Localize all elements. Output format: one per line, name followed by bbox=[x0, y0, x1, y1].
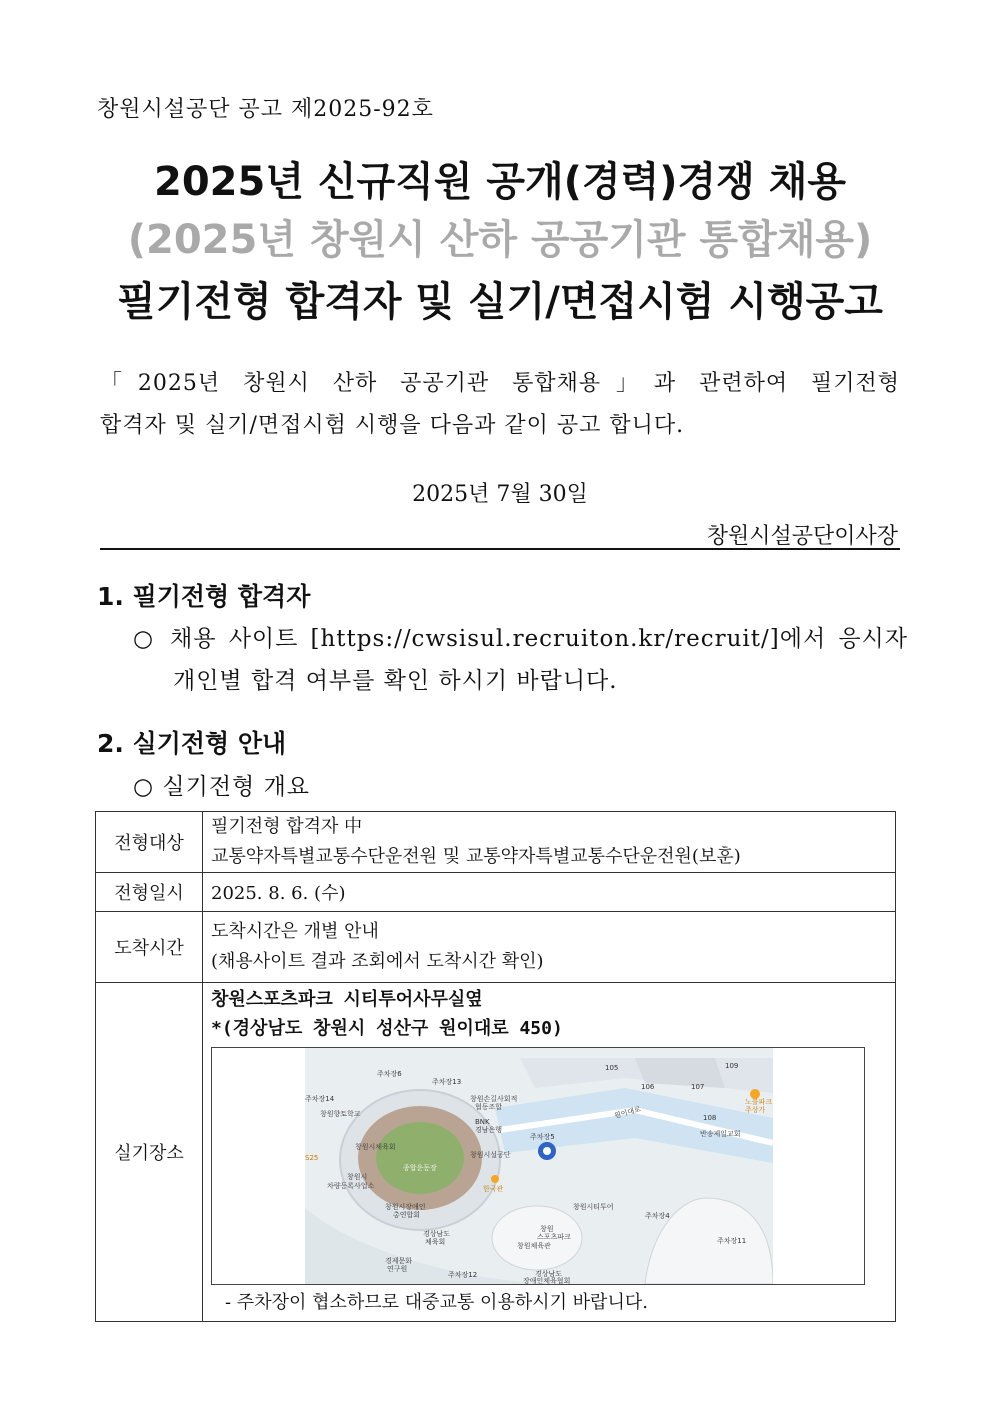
target-line-2: 교통약자특별교통수단운전원 및 교통약자특별교통수단운전원(보훈) bbox=[211, 846, 741, 867]
map-label: 105 bbox=[605, 1064, 619, 1072]
map-label: 109 bbox=[725, 1062, 739, 1070]
map-label: 협동조합 bbox=[475, 1103, 503, 1111]
map-label: 경제문화 bbox=[385, 1257, 413, 1265]
row-label-venue: 실기장소 bbox=[96, 983, 203, 1322]
row-value-target bbox=[203, 812, 896, 873]
table-row bbox=[96, 983, 896, 1322]
page-title-announcement: 필기전형 합격자 및 실기/면접시험 시행공고 bbox=[117, 279, 883, 325]
map-label: S25 bbox=[305, 1154, 319, 1162]
map-label: 스포츠파크 bbox=[537, 1233, 571, 1241]
map-label: 창원시티투어 bbox=[573, 1203, 614, 1211]
row-value-datetime: 2025. 8. 6. (수) bbox=[203, 873, 896, 912]
map-label: 체육회 bbox=[425, 1238, 446, 1246]
map-label: 한국관 bbox=[483, 1185, 504, 1193]
map-label: 주상가 bbox=[745, 1106, 766, 1114]
row-value-arrival bbox=[203, 912, 896, 983]
page-title: 2025년 신규직원 공개(경력)경쟁 채용 bbox=[154, 159, 846, 205]
intro-line-1: 「2025년 창원시 산하 공공기관 통합채용」과 관련하여 필기전형 bbox=[100, 371, 900, 396]
map-label: 경상남도 bbox=[423, 1230, 451, 1238]
map-label: 창원시체육회 bbox=[355, 1143, 396, 1151]
map-label: 창원 bbox=[540, 1225, 554, 1233]
venue-name: 창원스포츠파크 시티투어사무실옆 bbox=[211, 989, 483, 1010]
map-label: 차량등록사업소 bbox=[327, 1182, 375, 1190]
map-image bbox=[305, 1048, 773, 1284]
map-label: 106 bbox=[641, 1083, 655, 1091]
section-2-bullet: ○ 실기전형 개요 bbox=[133, 774, 310, 800]
map-label: 108 bbox=[703, 1114, 717, 1122]
section-1-title: 1. 필기전형 합격자 bbox=[97, 582, 311, 611]
map-label: 경남은행 bbox=[475, 1126, 503, 1134]
signer: 창원시설공단이사장 bbox=[706, 524, 898, 549]
page-subtitle: (2025년 창원시 산하 공공기관 통합채용) bbox=[127, 217, 873, 263]
section-1-bullet-cont: 개인별 합격 여부를 확인 하시기 바랍니다. bbox=[173, 668, 618, 694]
map-label: 총연합회 bbox=[393, 1211, 421, 1219]
notice-date: 2025년 7월 30일 bbox=[412, 482, 588, 507]
row-value-venue bbox=[203, 983, 896, 1322]
exam-info-table bbox=[95, 811, 896, 1322]
poi-marker-icon bbox=[491, 1175, 499, 1183]
table-row bbox=[96, 873, 896, 912]
row-label-datetime: 전형일시 bbox=[96, 873, 203, 912]
map-label: 연구원 bbox=[387, 1265, 408, 1273]
row-label-target: 전형대상 bbox=[96, 812, 203, 873]
table-row bbox=[96, 912, 896, 983]
section-2-title: 2. 실기전형 안내 bbox=[97, 729, 287, 758]
map-label: 창원향토학교 bbox=[320, 1110, 361, 1118]
row-label-arrival: 도착시간 bbox=[96, 912, 203, 983]
arrival-line-1: 도착시간은 개별 안내 bbox=[211, 921, 379, 942]
map-label: 107 bbox=[691, 1083, 705, 1091]
map-label: 주차장5 bbox=[530, 1133, 555, 1141]
map-label: 주차장14 bbox=[305, 1095, 335, 1103]
arrival-line-2: (채용사이트 결과 조회에서 도착시간 확인) bbox=[211, 951, 544, 972]
venue-map bbox=[211, 1047, 865, 1285]
map-label: BNK bbox=[475, 1118, 490, 1126]
map-label: 노블파크 bbox=[745, 1098, 773, 1106]
map-label: 반송제일교회 bbox=[700, 1130, 741, 1138]
map-label: 주차장11 bbox=[717, 1237, 747, 1245]
divider bbox=[100, 548, 900, 550]
map-label: 창원시설공단 bbox=[470, 1151, 511, 1159]
venue-address: *(경상남도 창원시 성산구 원이대로 450) bbox=[211, 1018, 563, 1039]
map-label: 경상남도 bbox=[535, 1270, 563, 1278]
map-label: 장애인체육협회 bbox=[523, 1277, 571, 1284]
notice-number: 창원시설공단 공고 제2025-92호 bbox=[97, 97, 434, 122]
map-label: 주차장6 bbox=[377, 1070, 402, 1078]
map-label: 원이대로 bbox=[613, 1105, 642, 1120]
map-label: 주차장13 bbox=[432, 1078, 462, 1086]
map-label: 창원손길사회적 bbox=[470, 1095, 518, 1103]
map-label: 창원체육관 bbox=[517, 1242, 551, 1250]
section-1-bullet: ○ 채용 사이트 [https://cwsisul.recruiton.kr/recruit/]에서 응시자 bbox=[133, 626, 908, 652]
map-label: 창원시 bbox=[347, 1173, 368, 1181]
target-line-1: 필기전형 합격자 中 bbox=[211, 816, 363, 837]
map-label: 주차장4 bbox=[645, 1212, 670, 1220]
intro-line-2: 합격자 및 실기/면접시험 시행을 다음과 같이 공고 합니다. bbox=[100, 413, 685, 438]
map-label: 창원시장애인 bbox=[385, 1203, 426, 1211]
table-row bbox=[96, 812, 896, 873]
map-label: 종합운동장 bbox=[403, 1164, 437, 1172]
map-label: 주차장12 bbox=[448, 1271, 478, 1279]
parking-note: - 주차장이 협소하므로 대중교통 이용하시기 바랍니다. bbox=[225, 1292, 648, 1313]
